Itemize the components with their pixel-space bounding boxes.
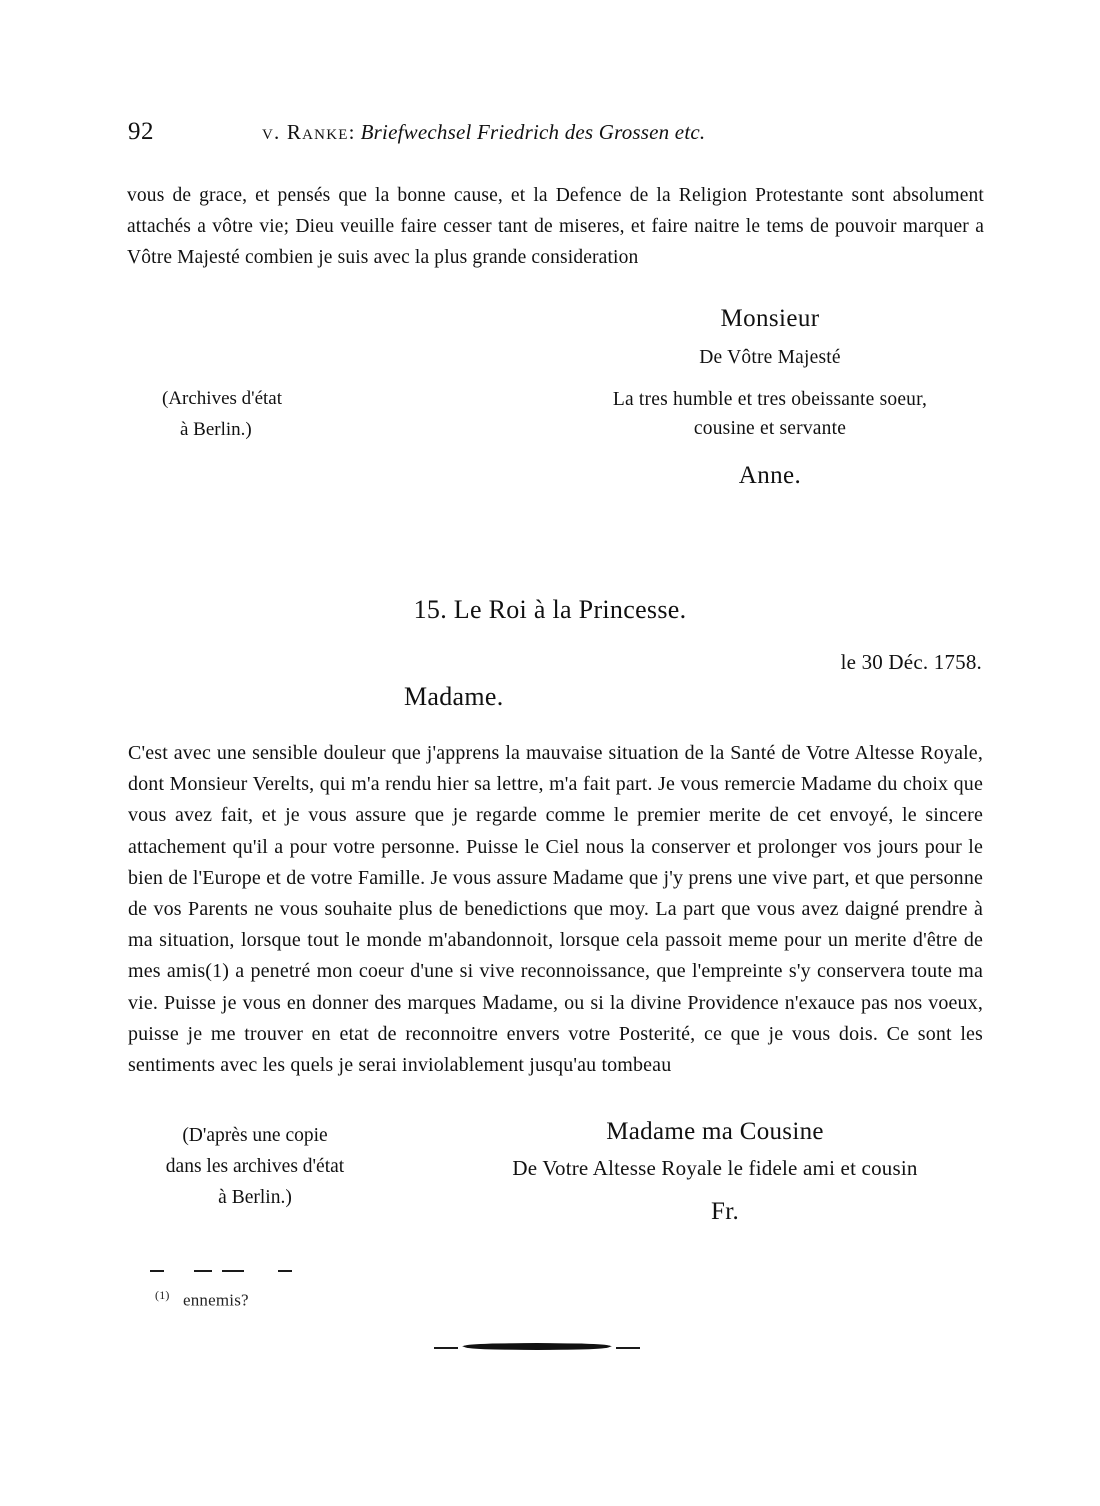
running-head-work: Briefwechsel Friedrich des Grossen etc.	[360, 120, 706, 144]
closing-humble-line-2: cousine et servante	[693, 418, 847, 439]
letter-15-closing	[430, 1118, 1000, 1181]
running-head-title	[262, 120, 705, 145]
closing-monsieur: Monsieur	[720, 305, 820, 332]
letter-14-signature: Anne.	[738, 462, 802, 489]
archive-note-2-line-1: (D'après une copie	[182, 1125, 328, 1146]
archive-note-letter-14	[162, 383, 422, 445]
closing-cousine: Madame ma Cousine	[606, 1118, 824, 1145]
running-head-author: v. Ranke:	[262, 120, 356, 144]
archive-note-2-line-3: à Berlin.)	[218, 1187, 292, 1208]
letter-15-body: C'est avec une sensible douleur que j'apprens la mauvaise situation de la Santé de Votre Altesse Royale, dont Monsieur Verelts, qui m'a rendu hier sa lettre, m'a fait part. Je vous remercie Madame du choix que vous avez fait, et je vous assure que je regarde comme le premier merite de cet envoyé, le sincere attachement qu'il a pour votre personne. Puisse le Ciel nous la conserver et prolonger vos jours pour le bien de l'Europe et de votre Famille. Je vous assure Madame que j'y prens une vive part, et que personne de vos Parents ne vous souhaite plus de benedictions que moy. La part que vous avez daigné prendre à ma situation, lorsque tout le monde m'abandonnoit, lorsque cela passoit meme pour un merite d'être de mes amis(1) a penetré mon coeur d'une si vive reconnoissance, que l'empreinte s'y conservera toute ma vie. Puisse je vous en donner des marques Madame, ou si la divine Providence n'exauce pas nos voeux, puisse je me trouver en etat de reconnoitre envers votre Posterité, ce que je vous dois. Ce sont les sentiments avec les quels je serai inviolablement jusqu'au tombeau	[128, 742, 983, 1077]
footnote-text: ennemis?	[182, 1290, 249, 1310]
footnote-marker: (1)	[155, 1288, 170, 1302]
closing-humble-line-1: La tres humble et tres obeissante soeur,	[612, 389, 928, 410]
archive-note-letter-15	[110, 1120, 400, 1213]
letter-15-salutation: Madame.	[404, 682, 504, 711]
letter-14-body: vous de grace, et pensés que la bonne cause, et la Defence de la Religion Protestante sont absolument attachés a vôtre vie; Dieu veuille faire cesser tant de miseres, et faire naitre le tems de pouvoir marquer a Vôtre Majesté combien je suis avec la plus grande consideration	[127, 185, 984, 268]
closing-fidele: De Votre Altesse Royale le fidele ami et cousin	[512, 1156, 918, 1180]
closing-majeste: De Vôtre Majesté	[699, 347, 841, 368]
letter-15-signature: Fr.	[711, 1198, 739, 1225]
bottom-ornament	[0, 1340, 1100, 1356]
archive-note-line-1: (Archives d'état	[162, 388, 283, 409]
archive-note-line-2: à Berlin.)	[180, 419, 252, 440]
archive-note-2-line-2: dans les archives d'état	[165, 1156, 345, 1177]
letter-14-closing	[560, 305, 980, 443]
page-number: 92	[128, 118, 154, 145]
running-head	[128, 118, 978, 146]
letter-15-date: le 30 Déc. 1758.	[840, 650, 982, 674]
footnote	[155, 1288, 249, 1311]
letter-15-title: 15. Le Roi à la Princesse.	[413, 595, 687, 624]
footnote-separator	[150, 1270, 300, 1273]
